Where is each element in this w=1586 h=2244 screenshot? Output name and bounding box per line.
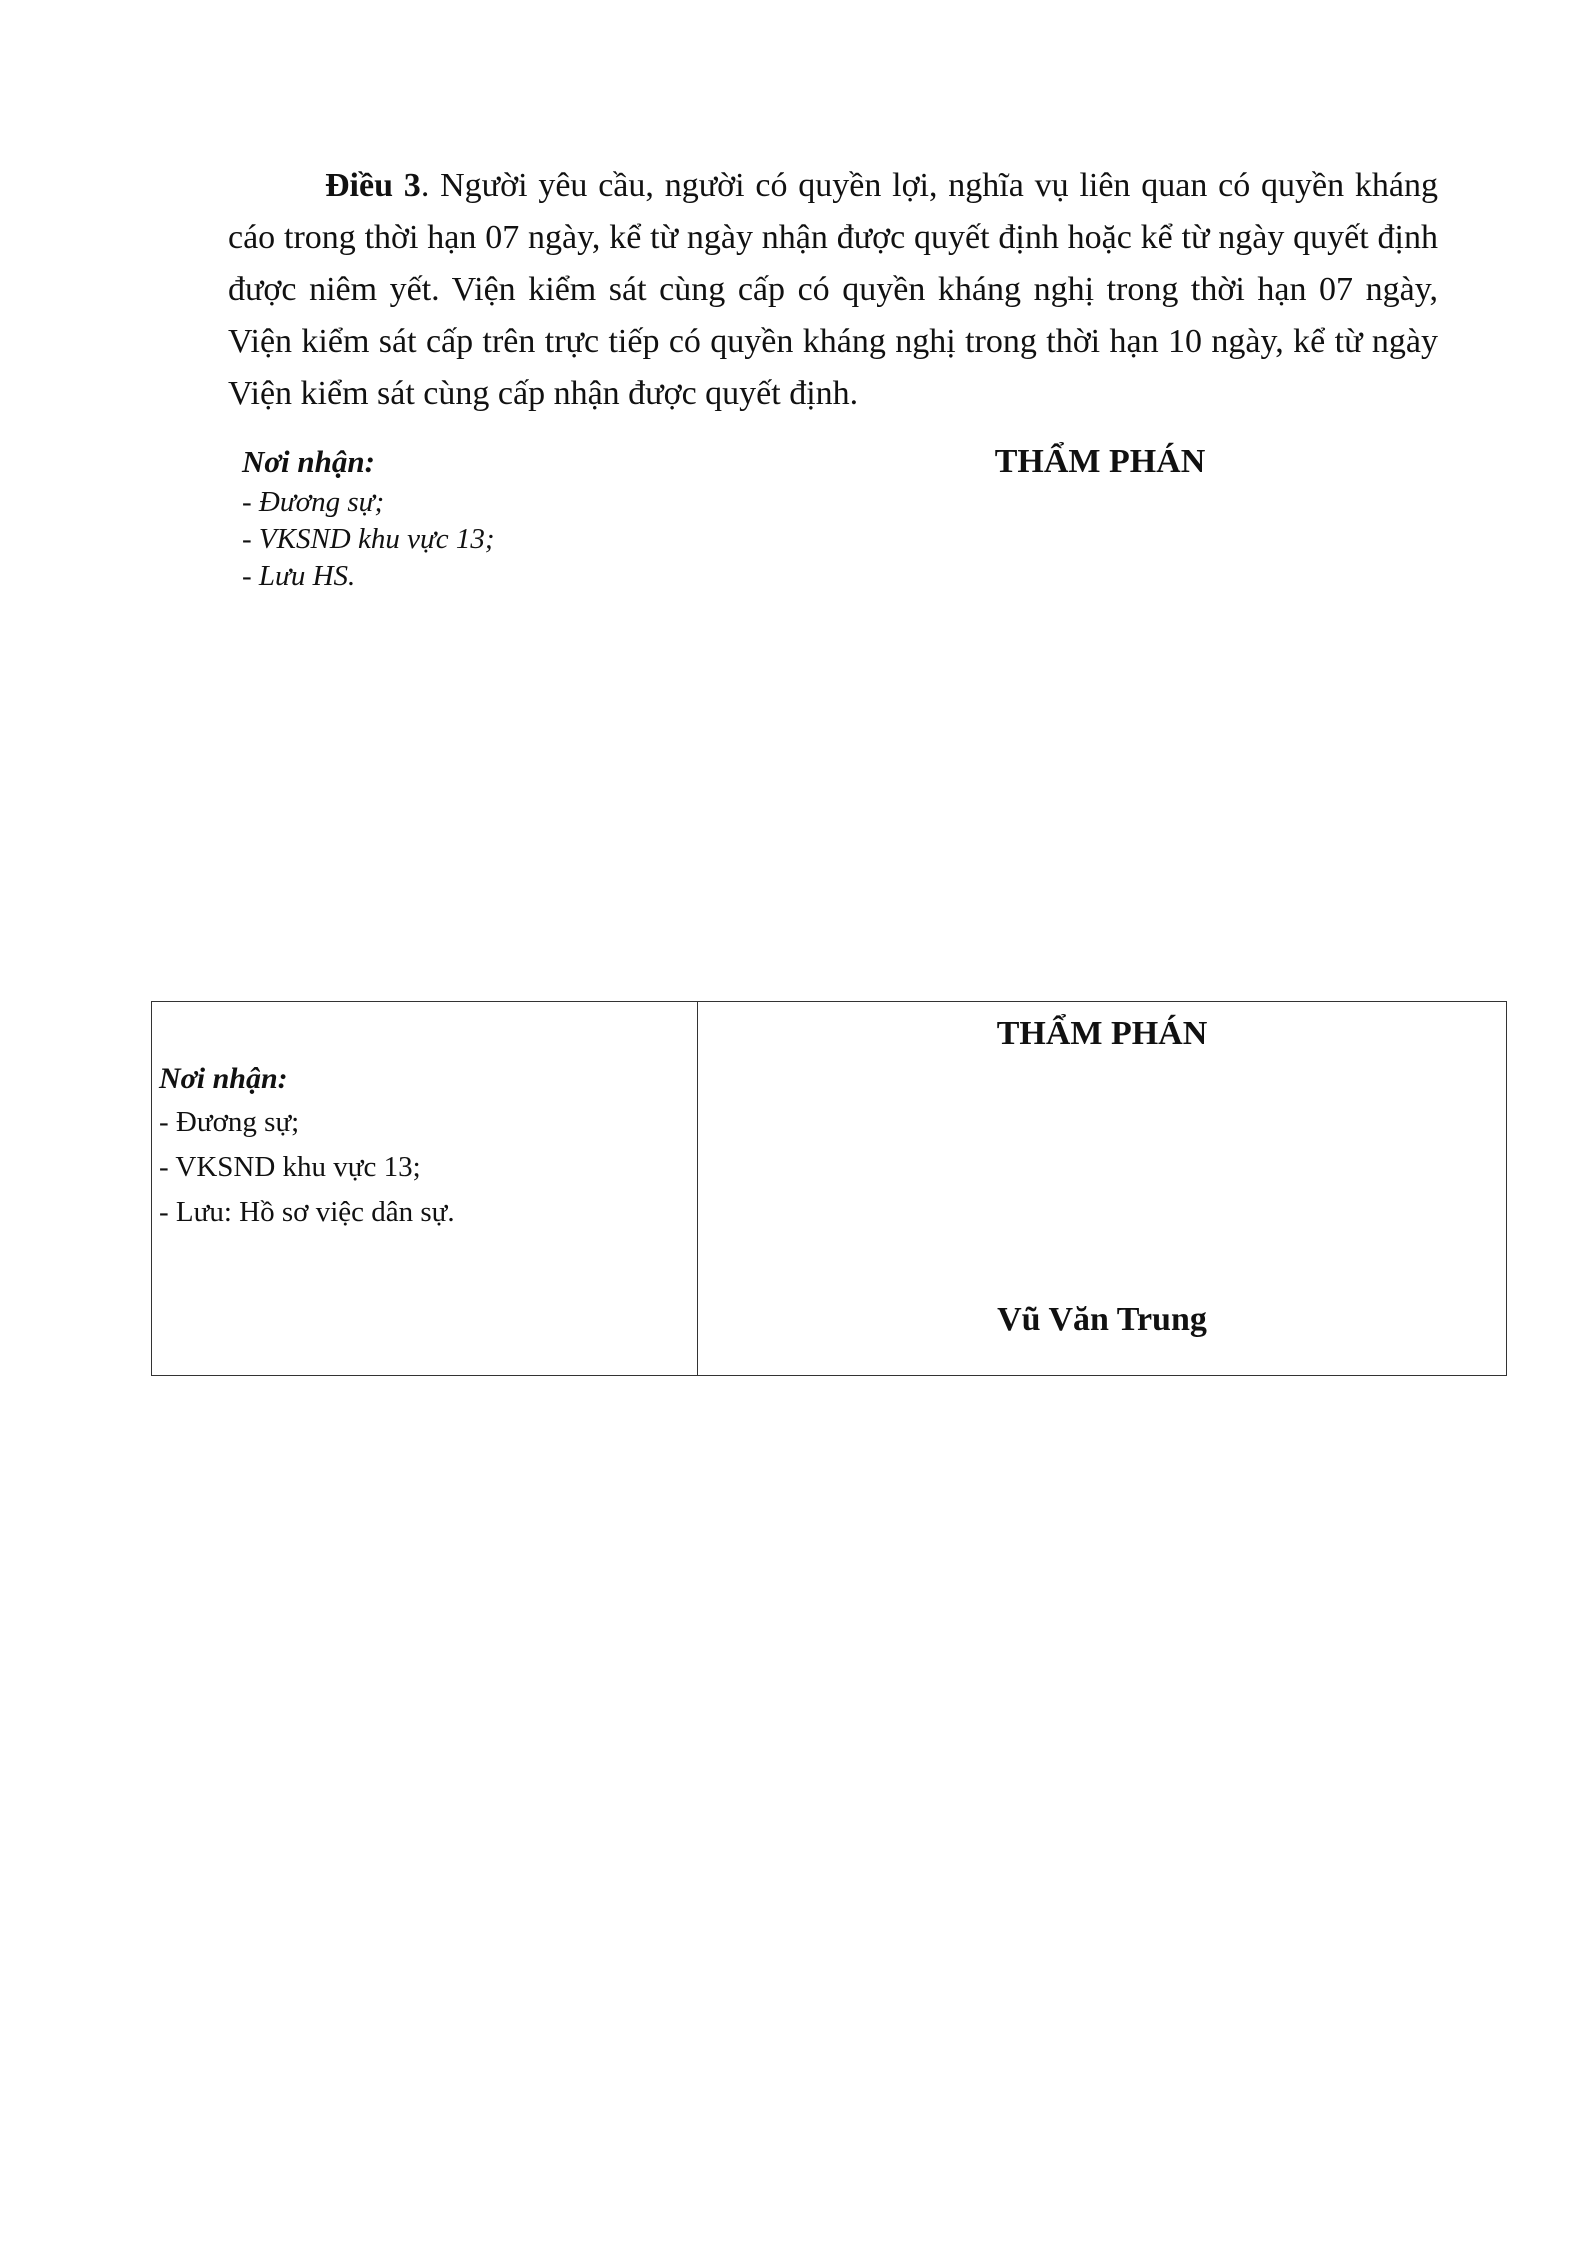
judge-title-top: THẨM PHÁN (994, 443, 1206, 480)
recipient-item: - Lưu: Hồ sơ việc dân sự. (159, 1196, 455, 1228)
article-3-text: . Người yêu cầu, người có quyền lợi, nghĩa vụ liên quan có quyền kháng cáo trong thời hạn 07 ngày, kể từ ngày nhận được quyết định hoặc kể từ ngày quyết định được niêm yết. Viện kiểm sát cùng cấp có quyền kháng nghị trong thời hạn 07 ngày, Viện kiểm sát cấp trên trực tiếp có quyền kháng nghị trong thời hạn 10 ngày, kể từ ngày Viện kiểm sát cùng cấp nhận được quyết định. (228, 167, 1438, 412)
signature-table (151, 1001, 1507, 1376)
article-3-paragraph (228, 160, 1438, 420)
judge-name: Vũ Văn Trung (997, 1301, 1207, 1338)
recipients-heading: Nơi nhận: (242, 444, 375, 479)
recipient-item: - VKSND khu vực 13; (159, 1151, 421, 1183)
recipients-block-top (242, 440, 742, 595)
judge-title: THẨM PHÁN (996, 1015, 1208, 1052)
recipient-item: - VKSND khu vực 13; (242, 523, 495, 555)
recipients-heading: Nơi nhận: (159, 1062, 288, 1095)
signature-table-judge-cell (698, 1002, 1507, 1376)
article-3-label: Điều 3 (325, 167, 421, 204)
signature-table-recipients-cell (152, 1002, 698, 1376)
recipient-item: - Đương sự; (159, 1106, 300, 1138)
recipient-item: - Lưu HS. (242, 560, 356, 592)
recipient-item: - Đương sự; (242, 486, 385, 518)
